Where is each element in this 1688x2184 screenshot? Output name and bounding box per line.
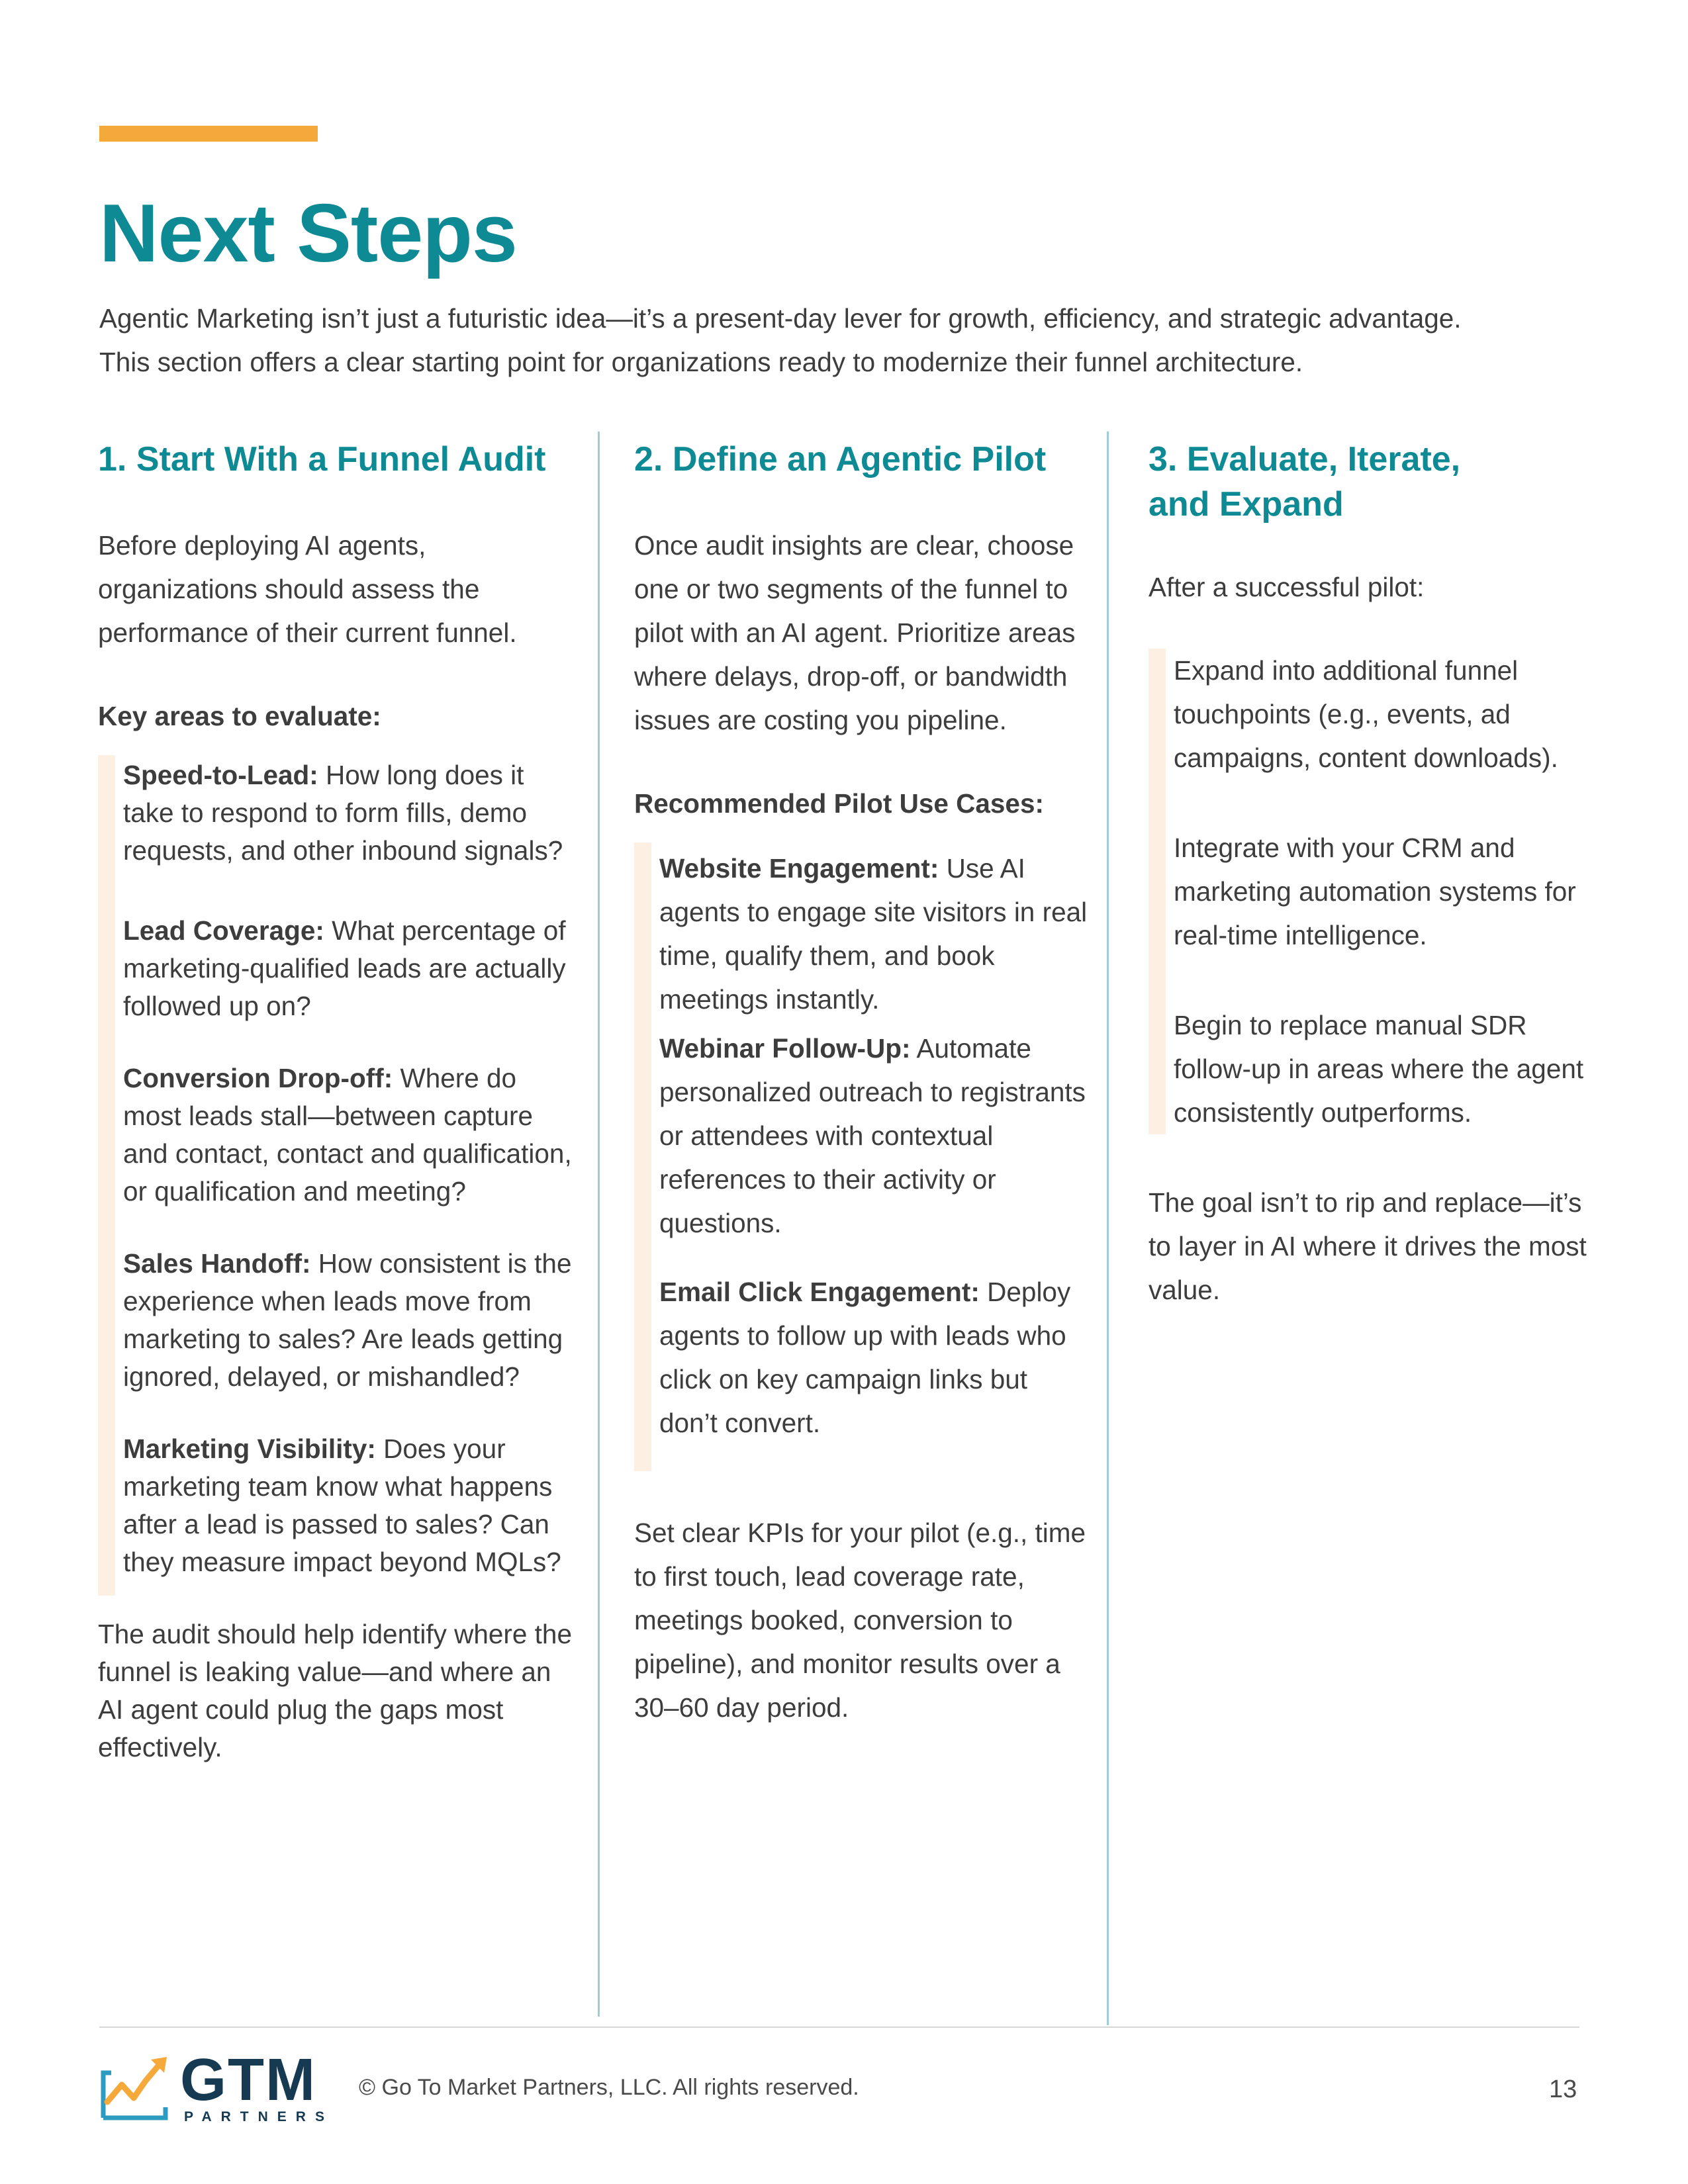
expand-item-crm-integration: Integrate with your CRM and marketing automation systems for real-time intelligence. — [1174, 833, 1576, 950]
expand-item-touchpoints: Expand into additional funnel touchpoints (e.g., events, ad campaigns, content downloads). — [1174, 655, 1558, 773]
col1-closing: The audit should help identify where the funnel is leaking value—and where an AI agent could plug the gaps most effectively. — [98, 1619, 572, 1762]
col3-closing: The goal isn’t to rip and replace—it’s to layer in AI where it drives the most value. — [1149, 1187, 1587, 1305]
key-area-label: Speed-to-Lead: — [123, 760, 318, 790]
col3-heading — [1149, 437, 1605, 527]
key-area-text: Does your marketing team know what happens after a lead is passed to sales? Can they measure impact beyond MQLs? — [123, 1433, 561, 1577]
key-area-text: How consistent is the experience when leads move from marketing to sales? Are leads getting ignored, delayed, or mishandled? — [123, 1248, 572, 1392]
page-title: Next Steps — [99, 188, 517, 279]
use-case-text: Deploy agents to follow up with leads who click on key campaign links but don’t convert. — [659, 1277, 1071, 1438]
column-funnel-audit — [98, 437, 581, 1766]
key-area-label: Marketing Visibility: — [123, 1433, 376, 1464]
col3-intro: After a successful pilot: — [1149, 572, 1425, 602]
col1-heading: 1. Start With a Funnel Audit — [98, 440, 546, 478]
use-case-label: Webinar Follow-Up: — [659, 1033, 911, 1064]
key-area-text: Where do most leads stall—between capture and contact, contact and qualification, or qualification and meeting? — [123, 1063, 572, 1206]
key-area-text: How long does it take to respond to form fills, demo requests, and other inbound signals? — [123, 760, 563, 866]
accent-bar — [99, 126, 318, 142]
col2-heading: 2. Define an Agentic Pilot — [634, 440, 1047, 478]
key-area-label: Conversion Drop-off: — [123, 1063, 393, 1093]
key-area-conversion-drop-off — [123, 1060, 581, 1210]
col2-closing: Set clear KPIs for your pilot (e.g., time to first touch, lead coverage rate, meetings booked, conversion to pipeline), and monitor results over a 30–60 day period. — [634, 1518, 1086, 1723]
key-area-label: Sales Handoff: — [123, 1248, 311, 1279]
footer-rule — [99, 2026, 1579, 2028]
intro-line-1: Agentic Marketing isn’t just a futuristic idea—it’s a present-day lever for growth, efficiency, and strategic advantage. — [99, 303, 1462, 334]
gtm-partners-logo — [99, 2047, 334, 2124]
col3-heading-line-1: 3. Evaluate, Iterate, — [1149, 440, 1461, 478]
key-area-marketing-visibility — [123, 1430, 581, 1581]
col1-key-areas-list — [98, 755, 581, 1596]
use-case-label: Website Engagement: — [659, 853, 939, 884]
key-area-lead-coverage — [123, 912, 581, 1025]
col2-intro: Once audit insights are clear, choose one or two segments of the funnel to pilot with an AI agent. Prioritize areas where delays, drop-off, or bandwidth issues are costing you pipeline. — [634, 530, 1076, 735]
col2-subheading: Recommended Pilot Use Cases: — [634, 788, 1044, 819]
key-area-speed-to-lead — [123, 756, 581, 870]
col3-heading-line-2: and Expand — [1149, 485, 1344, 523]
intro-line-2: This section offers a clear starting point for organizations ready to modernize their funnel architecture. — [99, 347, 1303, 377]
use-case-website-engagement — [659, 846, 1091, 1021]
col3-list-rail — [1149, 649, 1166, 1134]
use-case-webinar-follow-up — [659, 1026, 1091, 1245]
col1-intro: Before deploying AI agents, organizations should assess the performance of their current funnel. — [98, 530, 517, 648]
use-case-text: Use AI agents to engage site visitors in real time, qualify them, and book meetings instantly. — [659, 853, 1088, 1015]
use-case-text: Automate personalized outreach to registrants or attendees with contextual references to their activity or questions. — [659, 1033, 1086, 1238]
page-number: 13 — [1549, 2075, 1577, 2103]
expand-item-replace-sdr: Begin to replace manual SDR follow-up in areas where the agent consistently outperforms. — [1174, 1010, 1584, 1128]
growth-chart-icon — [99, 2054, 179, 2120]
key-area-text: What percentage of marketing-qualified leads are actually followed up on? — [123, 915, 566, 1021]
key-area-label: Lead Coverage: — [123, 915, 324, 946]
logo-subtitle: PARTNERS — [184, 2109, 334, 2124]
intro-paragraph — [99, 296, 1635, 384]
column-divider-1 — [598, 432, 600, 2017]
col2-list-rail — [634, 842, 651, 1471]
col1-list-rail — [98, 755, 115, 1596]
column-divider-2 — [1107, 432, 1109, 2025]
key-area-sales-handoff — [123, 1245, 581, 1396]
column-evaluate-expand — [1149, 437, 1605, 1312]
logo-wordmark: GTM — [180, 2047, 316, 2113]
column-agentic-pilot — [634, 437, 1091, 1729]
col3-expand-list — [1149, 649, 1605, 1134]
col1-subheading: Key areas to evaluate: — [98, 701, 381, 731]
use-case-label: Email Click Engagement: — [659, 1277, 980, 1307]
copyright-notice: © Go To Market Partners, LLC. All rights reserved. — [359, 2075, 859, 2100]
use-case-email-click-engagement — [659, 1270, 1091, 1445]
col2-use-cases-list — [634, 842, 1091, 1471]
